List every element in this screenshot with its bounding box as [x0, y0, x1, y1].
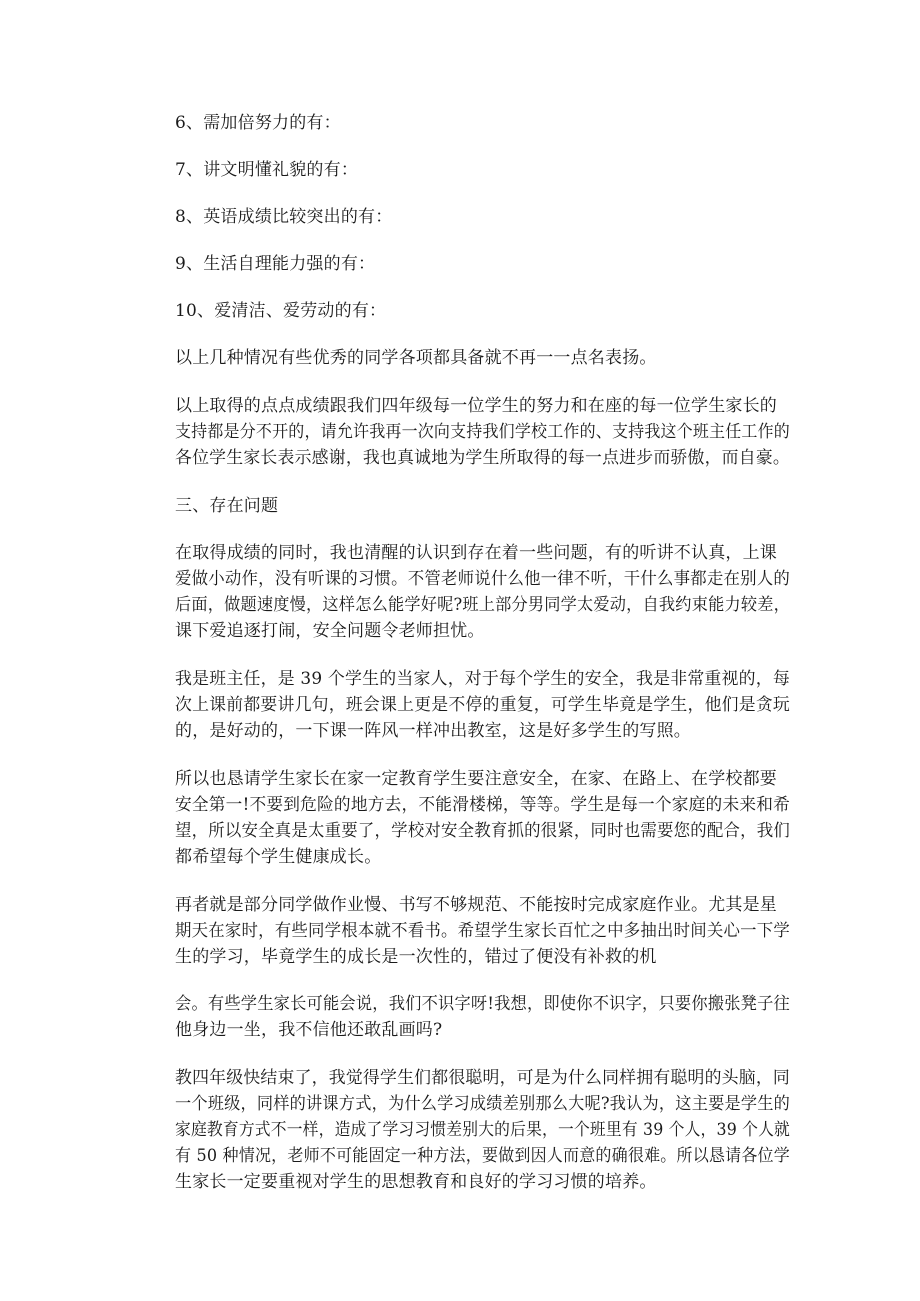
- paragraph-line: 各位学生家长表示感谢，我也真诚地为学生所取得的每一点进步而骄傲，而自豪。: [175, 448, 790, 468]
- paragraph-line: 会。有些学生家长可能会说，我们不识字呀!我想，即使你不识字，只要你搬张凳子往: [175, 994, 790, 1014]
- paragraph-line: 再者就是部分同学做作业慢、书写不够规范、不能按时完成家庭作业。尤其是星: [175, 895, 777, 915]
- paragraph-line: 望，所以安全真是太重要了，学校对安全教育抓的很紧，同时也需要您的配合，我们: [175, 821, 791, 841]
- paragraph-line: 教四年级快结束了，我觉得学生们都很聪明，可是为什么同样拥有聪明的头脑，同: [175, 1068, 790, 1088]
- paragraph-line: 的，是好动的，一下课一阵风一样冲出教室，这是好多学生的写照。: [175, 721, 691, 741]
- summary-paragraph: 以上几种情况有些优秀的同学各项都具备就不再一一点名表扬。: [175, 348, 657, 368]
- paragraph-line: 生家长一定要重视对学生的思想教育和良好的学习习惯的培养。: [175, 1172, 657, 1192]
- paragraph-line: 他身边一坐，我不信他还敢乱画吗?: [175, 1020, 443, 1040]
- paragraph-line: 生的学习，毕竟学生的成长是一次性的，错过了便没有补救的机: [175, 947, 657, 967]
- paragraph-line: 在取得成绩的同时，我也清醒的认识到存在着一些问题，有的听讲不认真，上课: [175, 543, 777, 563]
- paragraph-line: 安全第一!不要到危险的地方去，不能滑楼梯，等等。学生是每一个家庭的未来和希: [175, 795, 791, 815]
- list-item: 9、生活自理能力强的有：: [175, 254, 376, 274]
- list-item: 7、讲文明懂礼貌的有：: [175, 160, 359, 180]
- paragraph-line: 所以也恳请学生家长在家一定教育学生要注意安全，在家、在路上、在学校都要: [175, 769, 777, 789]
- paragraph-line: 爱做小动作，没有听课的习惯。不管老师说什么他一律不听，干什么事都走在别人的: [175, 569, 791, 589]
- paragraph-line: 家庭教育方式不一样，造成了学习习惯差别大的后果，一个班里有 39 个人，39 个人就: [175, 1120, 791, 1140]
- list-item: 8、英语成绩比较突出的有：: [175, 207, 393, 227]
- paragraph-line: 我是班主任，是 39 个学生的当家人，对于每个学生的安全，我是非常重视的，每: [175, 669, 791, 689]
- paragraph-line: 以上取得的点点成绩跟我们四年级每一位学生的努力和在座的每一位学生家长的: [175, 396, 777, 416]
- paragraph-line: 期天在家时，有些同学根本就不看书。希望学生家长百忙之中多抽出时间关心一下学: [175, 921, 791, 941]
- paragraph-line: 一个班级，同样的讲课方式，为什么学习成绩差别那么大呢?我认为，这主要是学生的: [175, 1094, 790, 1114]
- section-heading: 三、存在问题: [175, 496, 279, 516]
- list-item: 10、爱清洁、爱劳动的有：: [175, 301, 387, 321]
- paragraph-line: 后面，做题速度慢，这样怎么能学好呢?班上部分男同学太爱动，自我约束能力较差，: [175, 595, 790, 615]
- paragraph-line: 次上课前都要讲几句，班会课上更是不停的重复，可学生毕竟是学生，他们是贪玩: [175, 695, 790, 715]
- list-item: 6、需加倍努力的有：: [175, 113, 341, 133]
- paragraph-line: 都希望每个学生健康成长。: [175, 847, 382, 867]
- paragraph-line: 有 50 种情况，老师不可能固定一种方法，要做到因人而意的确很难。所以恳请各位学: [175, 1146, 791, 1166]
- paragraph-line: 课下爱追逐打闹，安全问题令老师担忧。: [175, 621, 485, 641]
- paragraph-line: 支持都是分不开的，请允许我再一次向支持我们学校工作的、支持我这个班主任工作的: [175, 422, 790, 442]
